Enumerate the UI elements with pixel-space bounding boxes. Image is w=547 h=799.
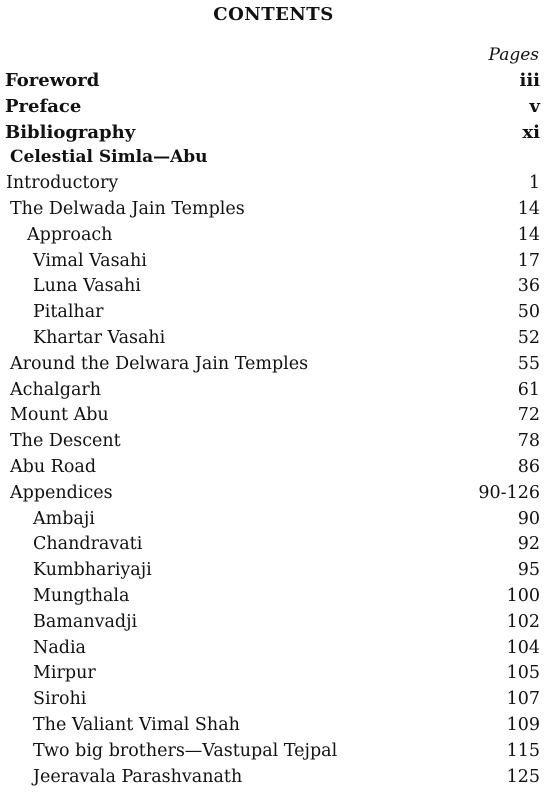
toc-entry-page: 14 — [517, 198, 540, 219]
toc-entry-page: 17 — [517, 250, 540, 271]
toc-entry-page: 105 — [506, 663, 540, 684]
pages-column-heading: Pages — [488, 45, 539, 65]
toc-entry-page: 55 — [517, 353, 540, 374]
toc-entry-page: 14 — [517, 224, 540, 245]
toc-subentry — [0, 326, 547, 352]
toc-entry-title: Ambaji — [33, 508, 95, 529]
toc-entry-title: Chandravati — [33, 534, 143, 555]
toc-entry — [0, 429, 547, 455]
toc-subentry — [0, 249, 547, 275]
toc-entry-title: Bamanvadji — [33, 611, 138, 632]
toc-entry-title: Nadia — [33, 637, 86, 658]
toc-entry — [0, 94, 547, 120]
toc-entry-page: 72 — [517, 405, 540, 426]
toc-entry — [0, 197, 547, 223]
toc-entry-title: The Valiant Vimal Shah — [33, 714, 240, 735]
toc-subentry — [0, 274, 547, 300]
toc-subentry — [0, 558, 547, 584]
toc-subentry — [0, 223, 547, 249]
toc-entry-title: Around the Delwara Jain Temples — [10, 353, 309, 374]
toc-entry-title: Approach — [27, 224, 113, 245]
toc-entry — [0, 352, 547, 378]
toc-subentry — [0, 739, 547, 765]
page-title: CONTENTS — [213, 4, 334, 25]
toc-entry-title: Two big brothers—Vastupal Tejpal — [33, 740, 338, 761]
toc-section-heading — [0, 145, 547, 171]
toc-subentry — [0, 687, 547, 713]
toc-entry — [0, 68, 547, 94]
toc-entry-title: Pitalhar — [33, 302, 104, 323]
toc-entry-title: Khartar Vasahi — [33, 327, 166, 348]
toc-subentry — [0, 532, 547, 558]
toc-entry-page: 50 — [517, 302, 540, 323]
toc-subentry — [0, 584, 547, 610]
toc-entry — [0, 378, 547, 404]
toc-entry-page: 90-126 — [478, 482, 540, 503]
toc-entry-page: 61 — [517, 379, 540, 400]
toc-entry-page: 36 — [517, 276, 540, 297]
toc-entry-page: 1 — [528, 173, 540, 194]
toc-entry-page: 100 — [506, 585, 540, 606]
toc-entry-page: 95 — [517, 560, 540, 581]
toc-entry-title: Foreword — [5, 70, 100, 91]
toc-subentry — [0, 636, 547, 662]
toc-entry-title: Sirohi — [33, 689, 87, 710]
toc-entry-page: 125 — [506, 766, 540, 787]
toc-subentry — [0, 765, 547, 791]
toc-subentry — [0, 507, 547, 533]
toc-entry-page: 78 — [517, 431, 540, 452]
toc-entry-title: The Descent — [10, 431, 121, 452]
toc-subentry — [0, 300, 547, 326]
toc-entry — [0, 171, 547, 197]
toc-entry-page: 109 — [506, 714, 540, 735]
toc-entry-title: The Delwada Jain Temples — [10, 198, 245, 219]
toc-entry-page: 104 — [506, 637, 540, 658]
toc-entry-page: 107 — [506, 689, 540, 710]
toc-entry-title: Introductory — [6, 173, 119, 194]
toc-entry-title: Vimal Vasahi — [33, 250, 147, 271]
table-of-contents — [0, 68, 547, 790]
toc-entry-title: Preface — [5, 95, 82, 117]
toc-entry-page: 90 — [517, 508, 540, 529]
toc-entry-page: 86 — [517, 456, 540, 477]
toc-entry-title: Abu Road — [10, 456, 97, 477]
toc-section-title: Celestial Simla—Abu — [10, 147, 208, 168]
toc-entry — [0, 403, 547, 429]
toc-entry-title: Mungthala — [33, 585, 130, 606]
toc-entry-title: Jeeravala Parashvanath — [33, 766, 243, 787]
toc-entry — [0, 481, 547, 507]
toc-entry-title: Appendices — [10, 482, 113, 503]
toc-subentry — [0, 610, 547, 636]
toc-subentry — [0, 661, 547, 687]
toc-entry-page: 52 — [517, 327, 540, 348]
toc-entry-title: Bibliography — [5, 121, 136, 143]
toc-entry-page: 115 — [506, 740, 540, 761]
toc-entry-page: 92 — [517, 534, 540, 555]
toc-entry-title: Achalgarh — [10, 379, 102, 400]
toc-entry-page: 102 — [506, 611, 540, 632]
toc-entry-title: Mirpur — [33, 663, 96, 684]
toc-entry — [0, 120, 547, 146]
toc-entry-title: Kumbhariyaji — [33, 560, 152, 581]
toc-entry — [0, 455, 547, 481]
toc-entry-title: Luna Vasahi — [33, 276, 141, 297]
toc-entry-title: Mount Abu — [10, 405, 109, 426]
toc-subentry — [0, 713, 547, 739]
toc-entry-page: iii — [519, 70, 540, 91]
toc-entry-page: xi — [522, 121, 540, 143]
toc-entry-page: v — [529, 95, 540, 117]
